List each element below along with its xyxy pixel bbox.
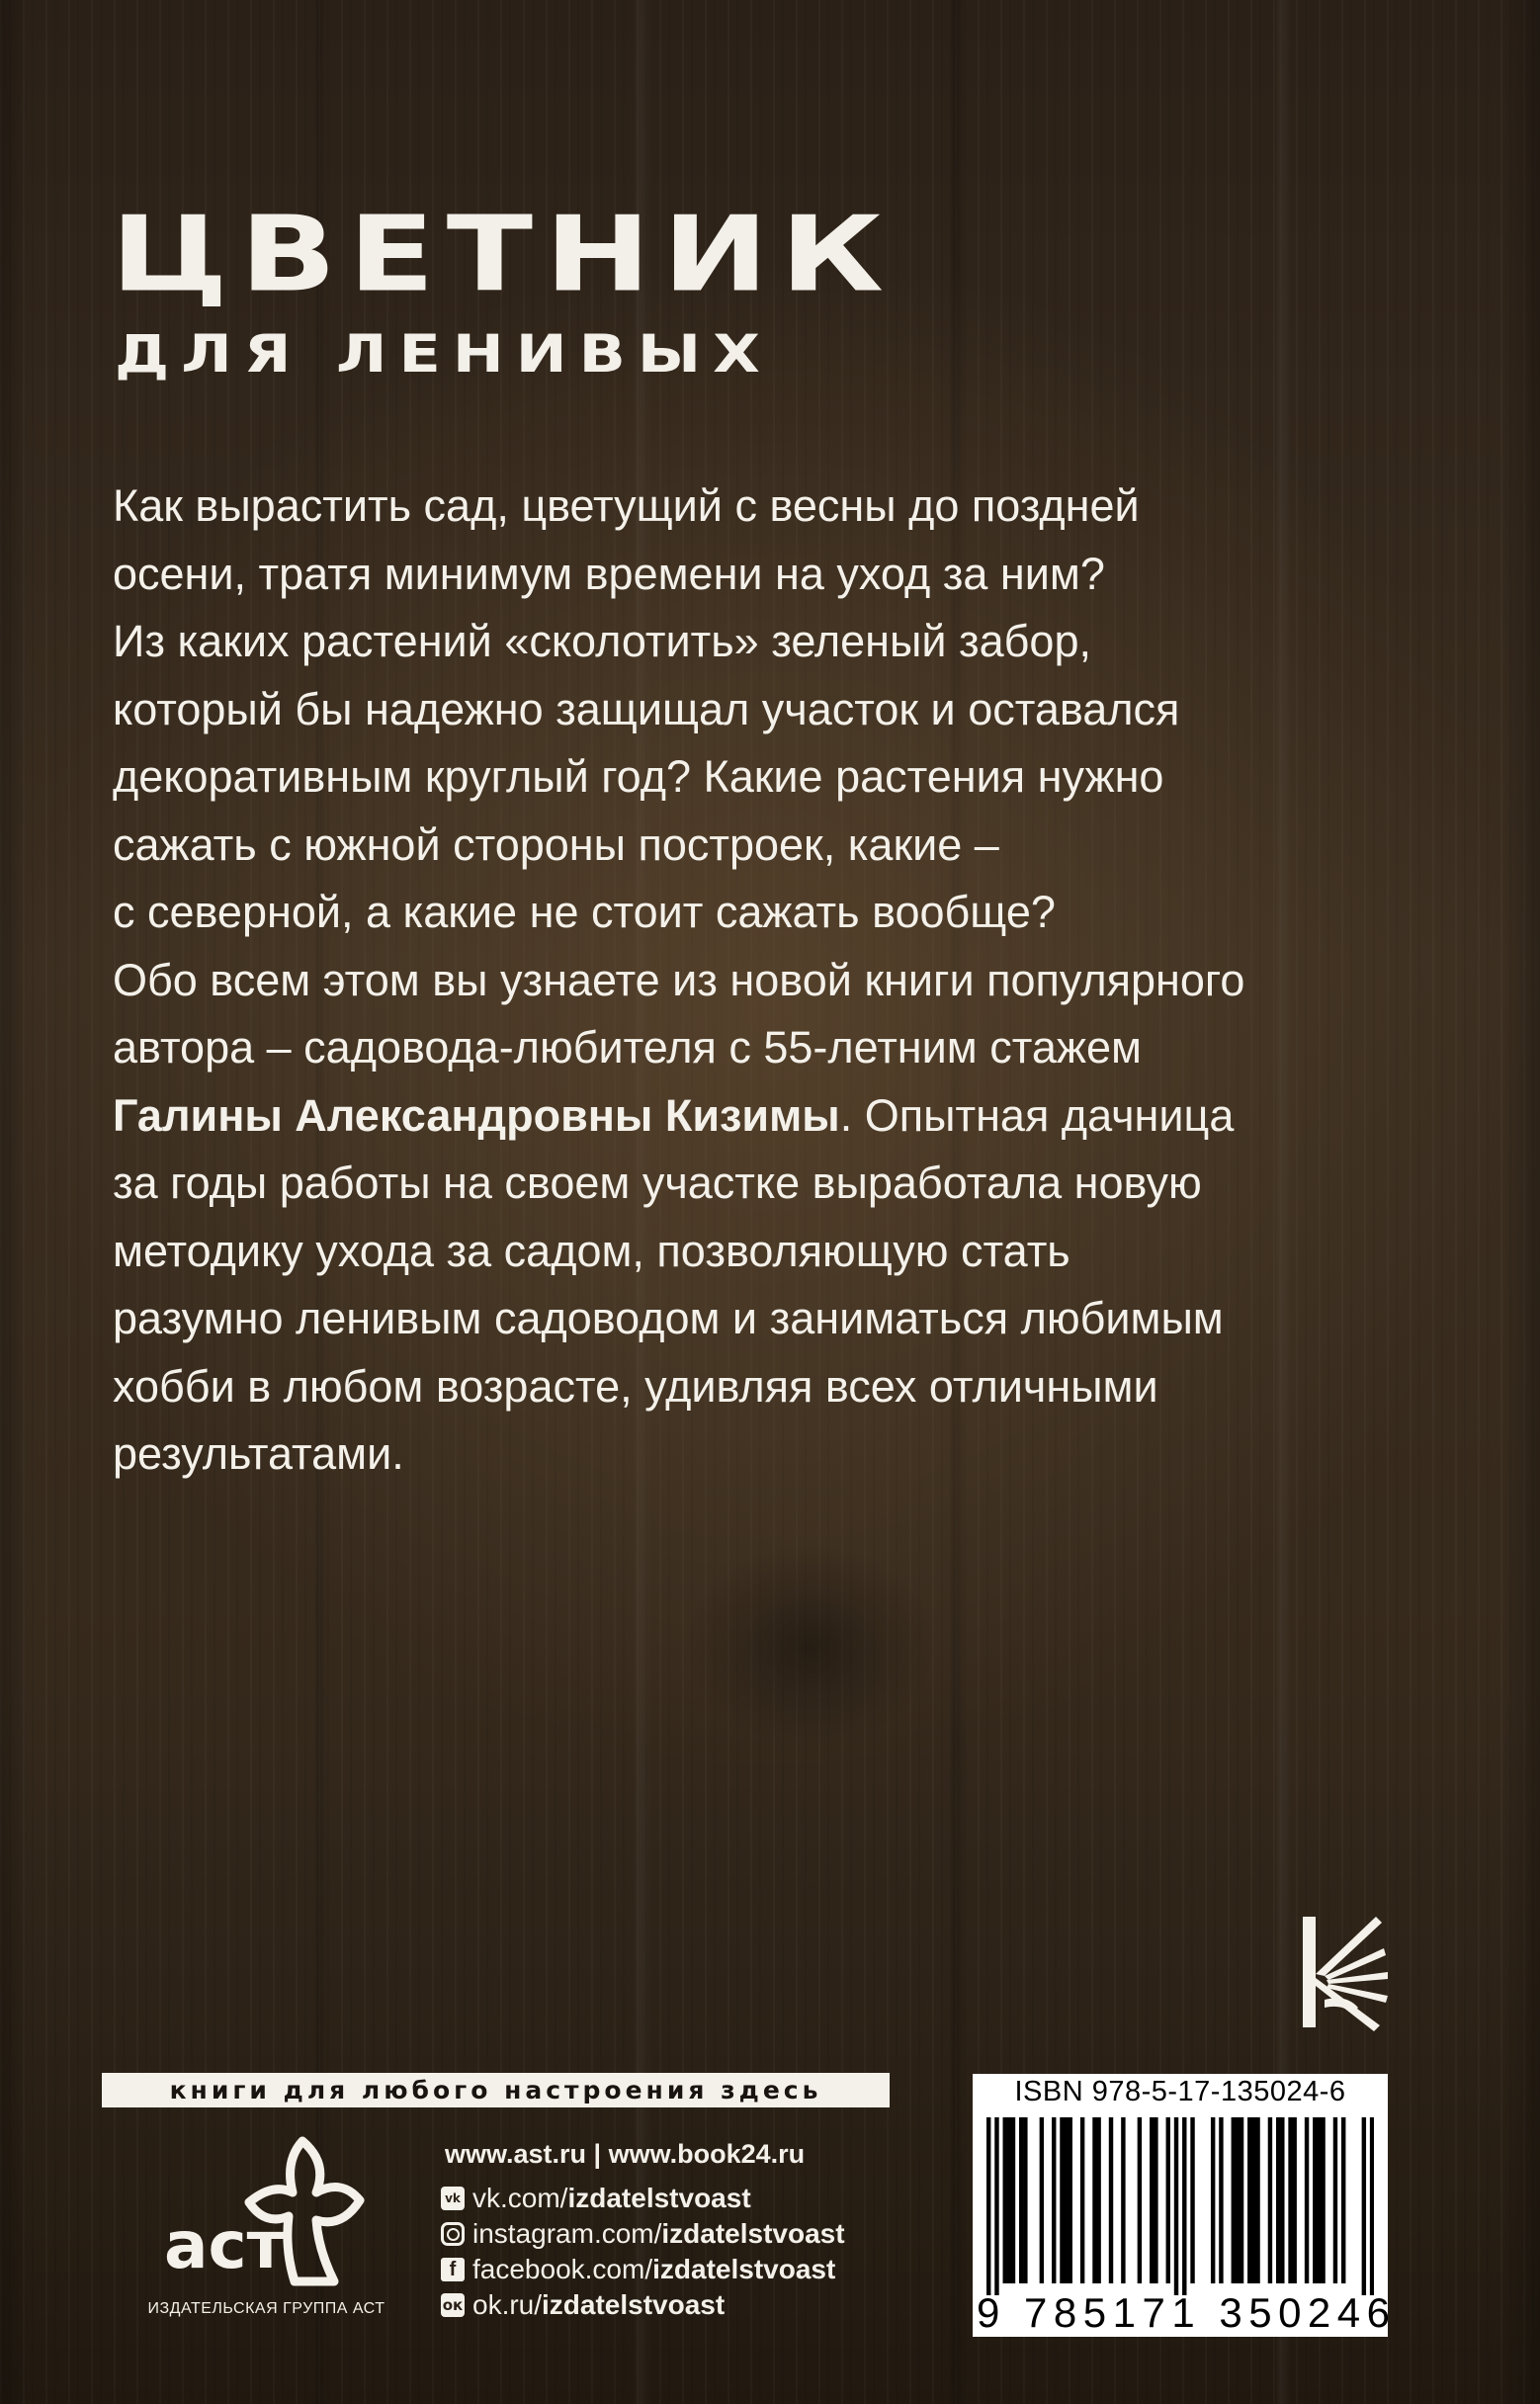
barcode-bar: [1023, 2117, 1027, 2283]
barcode-bar: [1064, 2117, 1068, 2283]
wood-knot: [682, 1542, 939, 1750]
social-handle: izdatelstvoast: [567, 2183, 751, 2213]
barcode-bars: [986, 2117, 1374, 2295]
barcode-bar: [994, 2117, 998, 2295]
barcode-bar: [1138, 2117, 1142, 2283]
social-handle: izdatelstvoast: [542, 2289, 726, 2320]
barcode-bar: [1255, 2117, 1259, 2283]
description-line: автора – садовода-любителя с 55-летним стажем: [113, 1022, 1142, 1073]
barcode-bar: [1362, 2117, 1366, 2295]
barcode-bar: [1240, 2117, 1243, 2283]
description-line: сажать с южной стороны построек, какие –: [113, 818, 999, 870]
barcode-bar: [1333, 2117, 1337, 2283]
description-line: за годы работы на своем участке выработала новую: [113, 1158, 1202, 1208]
description-line: методику ухода за садом, позволяющую стать: [113, 1225, 1070, 1276]
description-line: осени, тратя минимум времени на уход за ним?: [113, 548, 1105, 599]
barcode-bar: [1276, 2117, 1280, 2283]
social-handle: izdatelstvoast: [652, 2254, 836, 2284]
social-link-facebook[interactable]: [441, 2252, 845, 2287]
barcode-bar: [1280, 2117, 1284, 2283]
description-line: Как вырастить сад, цветущий с весны до поздней: [113, 480, 1140, 531]
book-subtitle: ДЛЯ ЛЕНИВЫХ: [115, 322, 772, 385]
barcode-bar: [1096, 2117, 1100, 2283]
barcode-bar: [1003, 2117, 1007, 2283]
description-line: декоративным круглый год? Какие растения нужно: [113, 751, 1164, 802]
barcode-bar: [1060, 2117, 1064, 2283]
barcode-bar: [1251, 2117, 1255, 2283]
barcode-bar: [1166, 2117, 1170, 2283]
book-title: ЦВЕТНИК: [111, 194, 896, 316]
barcode-bar: [1219, 2117, 1223, 2283]
barcode-digits: 9 785171 350246: [977, 2289, 1397, 2336]
barcode-bar: [1232, 2117, 1236, 2283]
barcode-bar: [1011, 2117, 1015, 2283]
barcode-bar: [1174, 2117, 1178, 2295]
imprint-k-logo: [1285, 1913, 1394, 2031]
author-name: Галины Александровны Кизимы: [113, 1089, 840, 1141]
barcode-bar: [1092, 2117, 1096, 2283]
barcode-bar: [1211, 2117, 1215, 2283]
description-author-line: [113, 1082, 1417, 1151]
social-prefix: ok.ru/: [472, 2289, 543, 2320]
social-link-vk[interactable]: [441, 2181, 845, 2216]
description-line: разумно ленивым садоводом и заниматься любимым: [113, 1293, 1224, 1343]
isbn-number: ISBN 978-5-17-135024-6: [1014, 2076, 1346, 2107]
barcode-bar: [1317, 2117, 1321, 2283]
barcode-bar: [1182, 2117, 1186, 2295]
instagram-icon: [441, 2222, 465, 2246]
ast-logo: [158, 2133, 366, 2291]
description-line: Из каких растений «сколотить» зеленый забор,: [113, 616, 1091, 666]
barcode-bar: [1292, 2117, 1296, 2283]
barcode-bar: [1040, 2117, 1044, 2283]
description-line: который бы надежно защищал участок и оставался: [113, 683, 1180, 734]
description-line: Обо всем этом вы узнаете из новой книги популярного: [113, 954, 1245, 1005]
barcode-bar: [1069, 2117, 1072, 2283]
book-description: [113, 472, 1417, 1489]
barcode-bar: [1321, 2117, 1325, 2283]
facebook-icon: f: [441, 2258, 465, 2281]
ast-logo-text: аст: [164, 2207, 285, 2283]
isbn-barcode: [973, 2074, 1397, 2337]
barcode-bar: [1052, 2117, 1056, 2283]
barcode-bar: [1247, 2117, 1251, 2283]
websites: www.ast.ru | www.book24.ru: [445, 2139, 806, 2169]
slogan-banner: книги для любого настроения здесь: [102, 2073, 890, 2107]
description-line: результатами.: [113, 1428, 404, 1479]
social-prefix: vk.com/: [472, 2183, 568, 2213]
description-line: с северной, а какие не стоит сажать вообще?: [113, 887, 1056, 937]
barcode-bar: [1109, 2117, 1113, 2283]
barcode-bar: [1150, 2117, 1154, 2283]
barcode-bar: [1288, 2117, 1292, 2283]
social-handle: izdatelstvoast: [661, 2218, 845, 2249]
vk-icon: vk: [441, 2187, 465, 2210]
description-line-tail: . Опытная дачница: [839, 1089, 1235, 1141]
social-links: [441, 2181, 845, 2323]
barcode-bar: [1236, 2117, 1240, 2283]
barcode-bar: [1268, 2117, 1272, 2283]
social-prefix: instagram.com/: [472, 2218, 662, 2249]
publisher-name: ИЗДАТЕЛЬСКАЯ ГРУППА АСТ: [147, 2300, 385, 2317]
odnoklassniki-icon: ок: [441, 2293, 465, 2317]
barcode-bar: [1080, 2117, 1084, 2283]
barcode-bar: [1370, 2117, 1374, 2295]
social-prefix: facebook.com/: [472, 2254, 653, 2284]
social-link-ok[interactable]: [441, 2287, 845, 2323]
barcode-bar: [1019, 2117, 1023, 2283]
barcode-bar: [1007, 2117, 1011, 2283]
barcode-bar: [1313, 2117, 1317, 2283]
barcode-bar: [1121, 2117, 1125, 2283]
barcode-bar: [1305, 2117, 1309, 2283]
barcode-bar: [1190, 2117, 1194, 2283]
barcode-bar: [1341, 2117, 1345, 2283]
barcode-bar: [986, 2117, 990, 2295]
social-link-instagram[interactable]: [441, 2216, 845, 2252]
barcode-bar: [1154, 2117, 1157, 2283]
description-line: хобби в любом возрасте, удивляя всех отличными: [113, 1360, 1158, 1412]
